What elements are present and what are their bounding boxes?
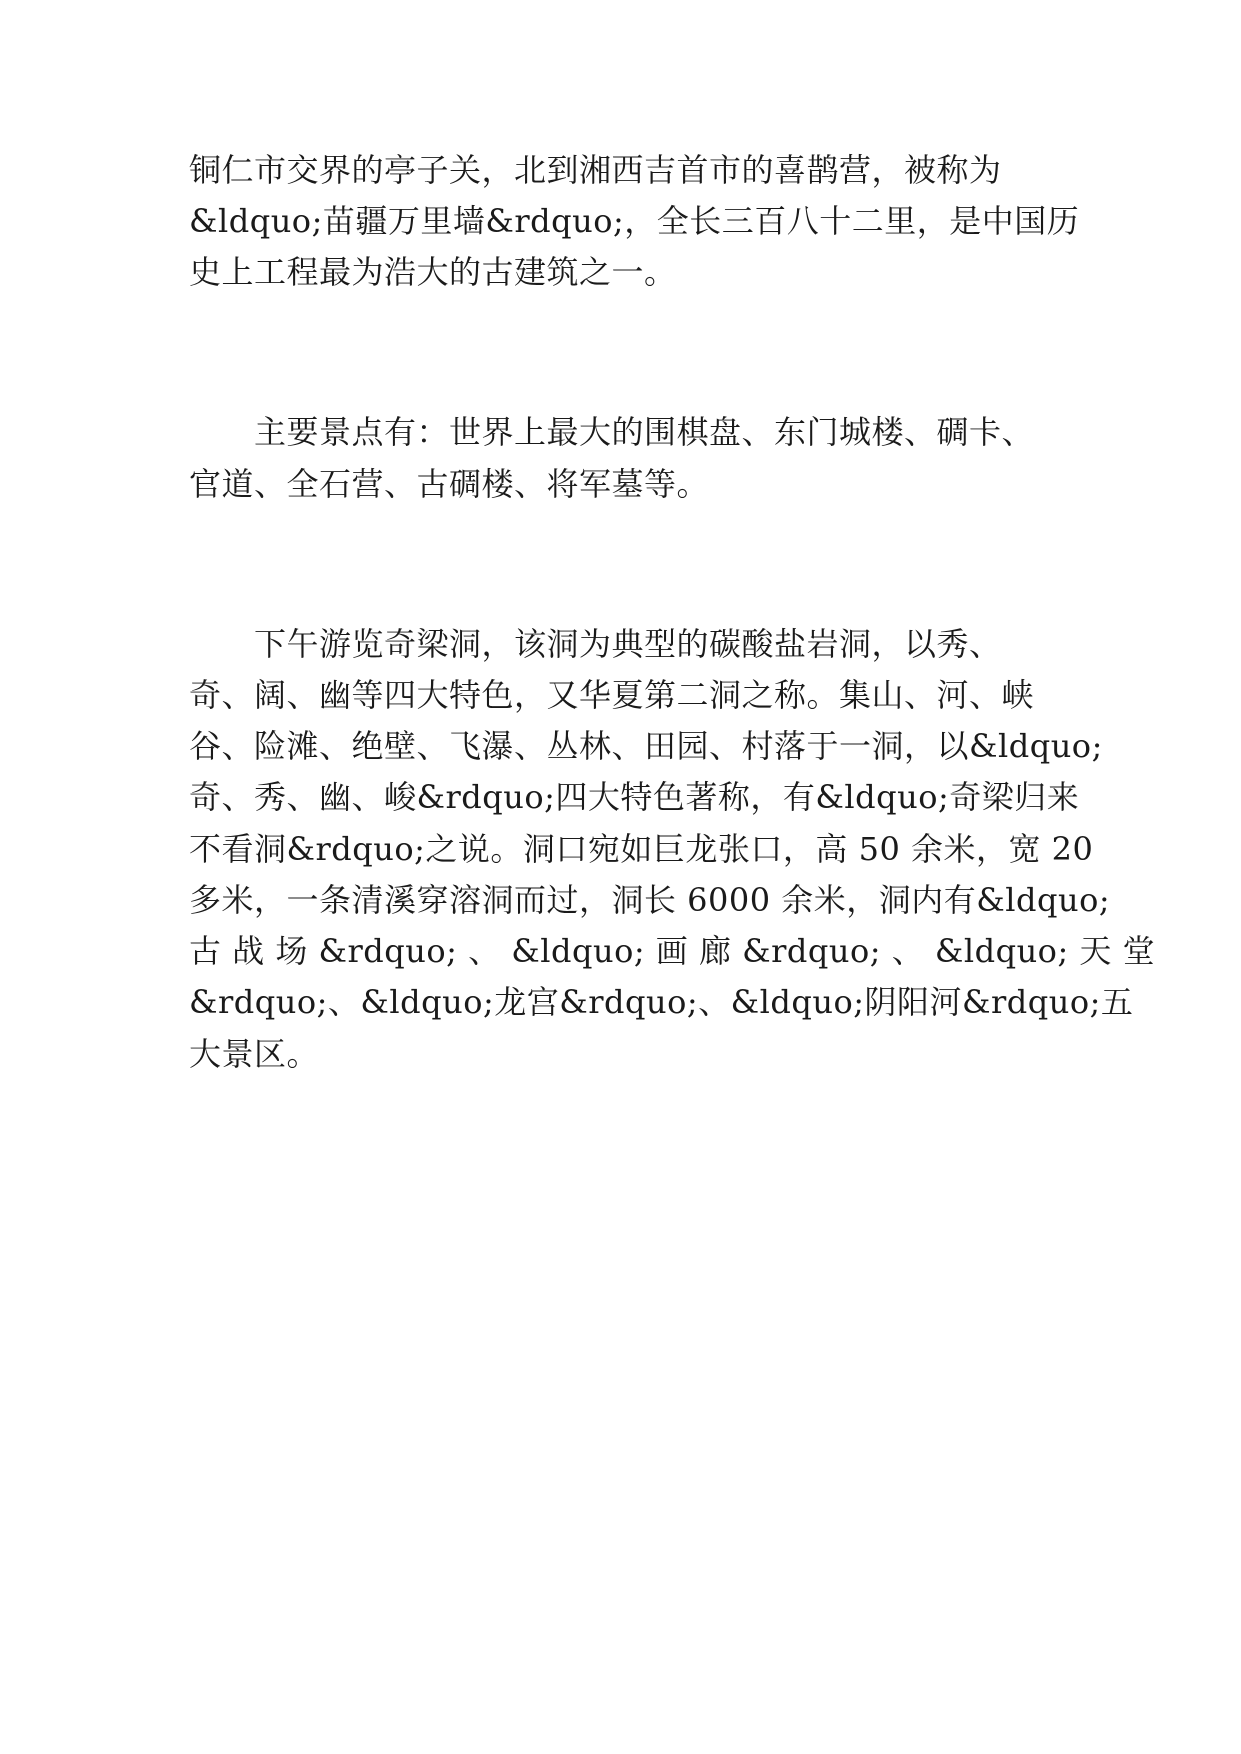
paragraph-3-line-1: 下午游览奇梁洞，该洞为典型的碳酸盐岩洞，以秀、 [189, 625, 1002, 663]
paragraph-1-line-1: 铜仁市交界的亭子关，北到湘西吉首市的喜鹊营，被称为 [189, 151, 1002, 189]
paragraph-1-line-3: 史上工程最为浩大的古建筑之一。 [189, 253, 677, 291]
paragraph-3-line-6: 多米，一条清溪穿溶洞而过，洞长 6000 余米，洞内有&ldquo; [189, 881, 1111, 919]
paragraph-2-line-1: 主要景点有：世界上最大的围棋盘、东门城楼、碉卡、 [189, 413, 1035, 451]
paragraph-3-line-2: 奇、阔、幽等四大特色，又华夏第二洞之称。集山、河、峡 [189, 676, 1035, 714]
paragraph-3-line-8: &rdquo;、&ldquo;龙宫&rdquo;、&ldquo;阴阳河&rdquo;五 [189, 983, 1134, 1021]
paragraph-3-line-7: 古 战 场 &rdquo; 、 &ldquo; 画 廊 &rdquo; 、 &ldquo; 天 堂 [189, 932, 1156, 970]
paragraph-3-line-3: 谷、险滩、绝壁、飞瀑、丛林、田园、村落于一洞，以&ldquo; [189, 727, 1103, 765]
paragraph-3-line-5: 不看洞&rdquo;之说。洞口宛如巨龙张口，高 50 余米，宽 20 [189, 830, 1094, 868]
paragraph-3-line-4: 奇、秀、幽、峻&rdquo;四大特色著称，有&ldquo;奇梁归来 [189, 778, 1080, 816]
paragraph-1-line-2: &ldquo;苗疆万里墙&rdquo;，全长三百八十二里，是中国历 [189, 202, 1080, 240]
paragraph-2-line-2: 官道、全石营、古碉楼、将军墓等。 [189, 465, 710, 503]
paragraph-3-line-9: 大景区。 [189, 1035, 320, 1073]
